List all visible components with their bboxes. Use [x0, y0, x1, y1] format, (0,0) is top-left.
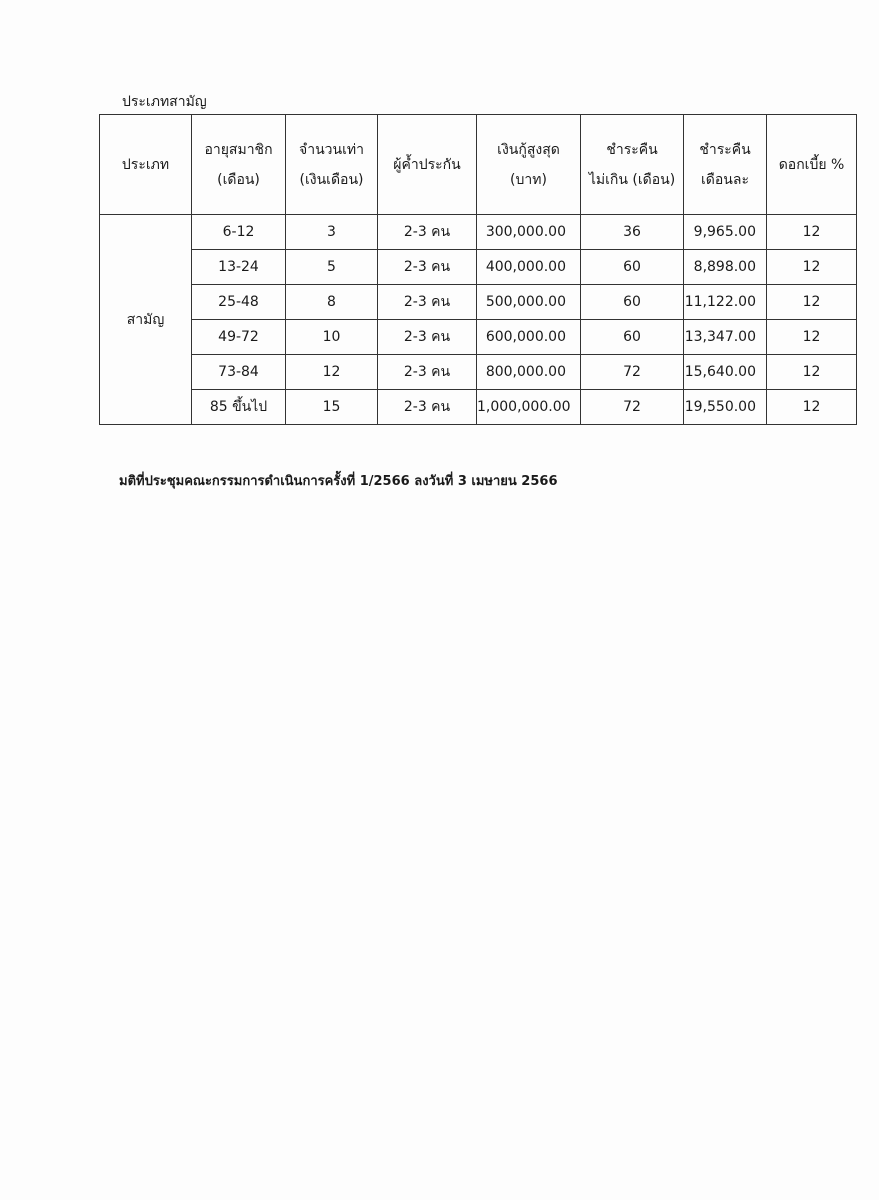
interest-cell: 12: [767, 215, 857, 250]
age-cell: 13-24: [192, 250, 286, 285]
monthly-cell: 15,640.00: [684, 355, 767, 390]
multiple-cell: 3: [286, 215, 378, 250]
age-cell: 25-48: [192, 285, 286, 320]
interest-cell: 12: [767, 320, 857, 355]
monthly-cell: 19,550.00: [684, 390, 767, 425]
category-cell: สามัญ: [100, 215, 192, 425]
term-cell: 36: [581, 215, 684, 250]
committee-resolution: มติที่ประชุมคณะกรรมการดำเนินการครั้งที่ 1/2566 ลงวันที่ 3 เมษายน 2566: [119, 474, 558, 489]
header-salary-multiple: จำนวนเท่า (เงินเดือน): [286, 115, 378, 215]
max-loan-cell: 300,000.00: [477, 215, 581, 250]
table-row: [100, 320, 857, 355]
monthly-cell: 13,347.00: [684, 320, 767, 355]
header-member-age: อายุสมาชิก (เดือน): [192, 115, 286, 215]
table-row: [100, 250, 857, 285]
interest-cell: 12: [767, 355, 857, 390]
multiple-cell: 10: [286, 320, 378, 355]
guarantors-cell: 2-3 คน: [378, 285, 477, 320]
term-cell: 60: [581, 285, 684, 320]
age-cell: 49-72: [192, 320, 286, 355]
term-cell: 72: [581, 355, 684, 390]
table-row: [100, 390, 857, 425]
loan-table: [99, 114, 857, 425]
header-interest: ดอกเบี้ย %: [767, 115, 857, 215]
age-cell: 85 ขึ้นไป: [192, 390, 286, 425]
monthly-cell: 8,898.00: [684, 250, 767, 285]
max-loan-cell: 600,000.00: [477, 320, 581, 355]
term-cell: 60: [581, 320, 684, 355]
guarantors-cell: 2-3 คน: [378, 355, 477, 390]
multiple-cell: 12: [286, 355, 378, 390]
header-max-loan: เงินกู้สูงสุด (บาท): [477, 115, 581, 215]
table-row: [100, 285, 857, 320]
guarantors-cell: 2-3 คน: [378, 320, 477, 355]
table-row: [100, 355, 857, 390]
multiple-cell: 5: [286, 250, 378, 285]
interest-cell: 12: [767, 390, 857, 425]
section-title: ประเภทสามัญ: [122, 94, 207, 110]
interest-cell: 12: [767, 250, 857, 285]
max-loan-cell: 1,000,000.00: [477, 390, 581, 425]
header-repayment-term: ชำระคืน ไม่เกิน (เดือน): [581, 115, 684, 215]
guarantors-cell: 2-3 คน: [378, 215, 477, 250]
term-cell: 72: [581, 390, 684, 425]
multiple-cell: 8: [286, 285, 378, 320]
interest-cell: 12: [767, 285, 857, 320]
age-cell: 6-12: [192, 215, 286, 250]
max-loan-cell: 500,000.00: [477, 285, 581, 320]
table-header-row: [100, 115, 857, 215]
guarantors-cell: 2-3 คน: [378, 390, 477, 425]
max-loan-cell: 400,000.00: [477, 250, 581, 285]
age-cell: 73-84: [192, 355, 286, 390]
table-row: [100, 215, 857, 250]
guarantors-cell: 2-3 คน: [378, 250, 477, 285]
header-monthly-payment: ชำระคืน เดือนละ: [684, 115, 767, 215]
header-type: ประเภท: [100, 115, 192, 215]
monthly-cell: 9,965.00: [684, 215, 767, 250]
header-guarantors: ผู้ค้ำประกัน: [378, 115, 477, 215]
monthly-cell: 11,122.00: [684, 285, 767, 320]
term-cell: 60: [581, 250, 684, 285]
max-loan-cell: 800,000.00: [477, 355, 581, 390]
multiple-cell: 15: [286, 390, 378, 425]
